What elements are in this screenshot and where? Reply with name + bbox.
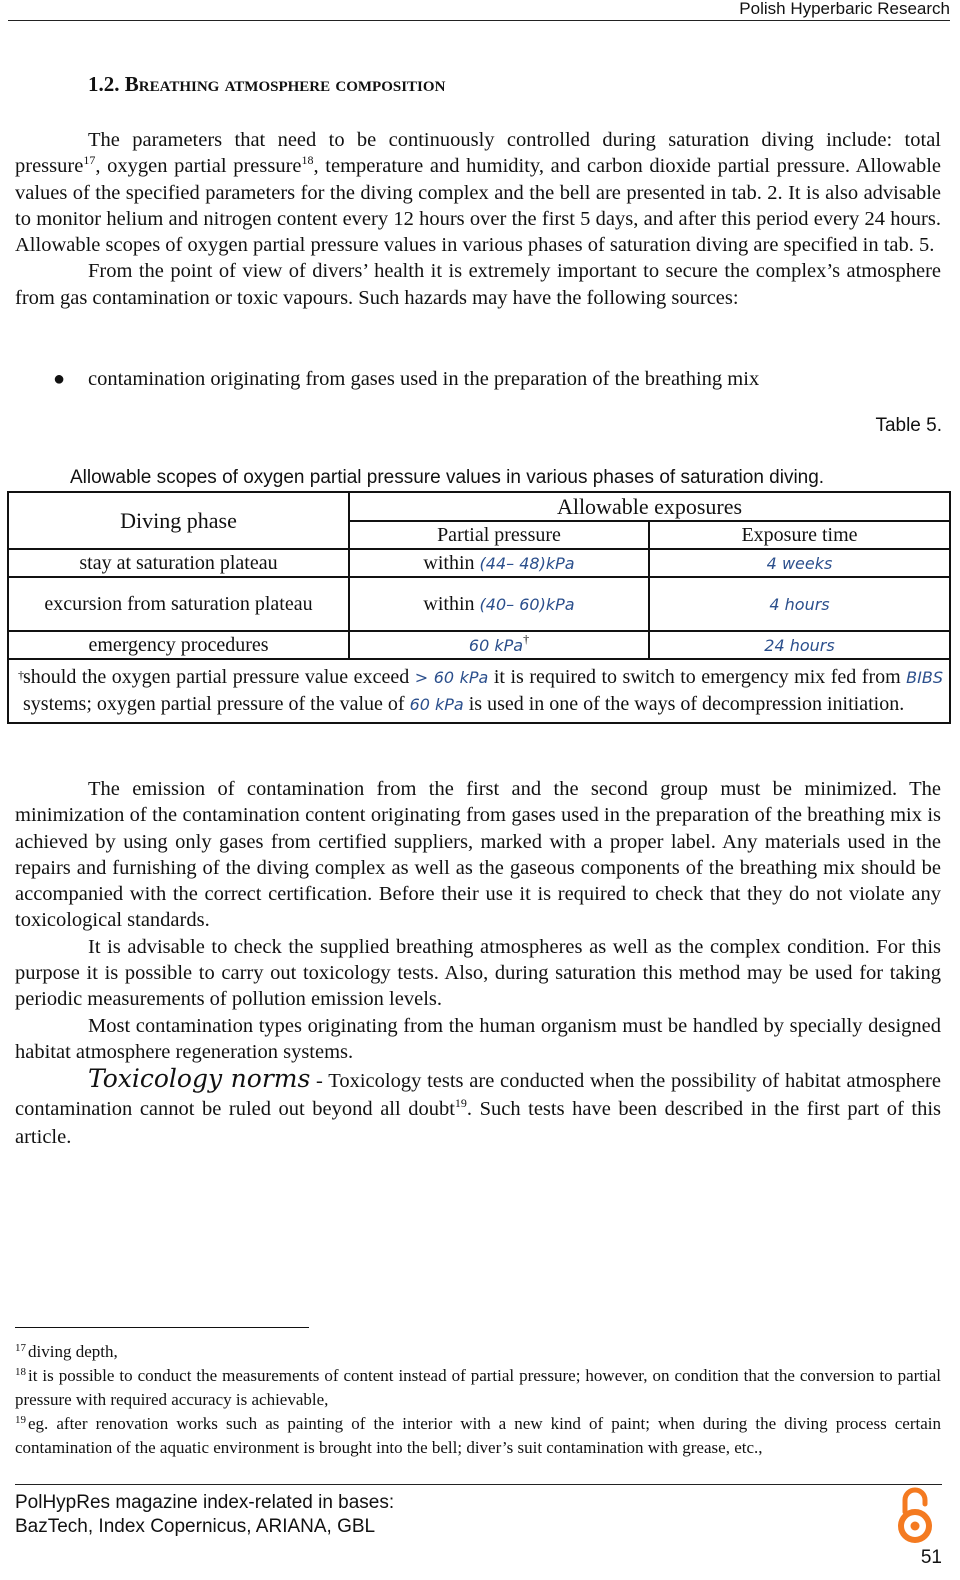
open-access-icon: [893, 1484, 937, 1546]
footer-index-info: [15, 1491, 394, 1539]
header-partial-pressure: Partial pressure: [349, 521, 649, 549]
table-row: [8, 577, 950, 631]
section-number: 1.2.: [88, 72, 120, 96]
footnote-19: $^{19}$ eg. after renovation works such as painting of the interior with a new kind of paint; when during the diving process certain contamination of the aquatic environment is brought into the bell; diver’s suit contamination with grease, etc.,: [15, 1414, 941, 1457]
section-title: [88, 72, 445, 97]
phase-cell: stay at saturation plateau: [8, 549, 349, 577]
intro-text: [15, 127, 941, 311]
footnote-18: $^{18}$ it is possible to conduct the measurements of content instead of partial pressure; however, on condition that the conversion to partial pressure with required accuracy is achievable,: [15, 1366, 941, 1409]
dagger-mark: †: [18, 668, 24, 682]
page-number: 51: [920, 1547, 942, 1568]
term-toxicology-norms: Toxicology norms: [88, 1064, 311, 1094]
pressure-cell: within (44– 48)kPa: [349, 549, 649, 577]
paragraph-6: Toxicology norms - Toxicology tests are conducted when the possibility of habitat atmosphere contamination cannot be ruled out beyond all doubt$^{19}$. Such tests have been described in the first part of this article.: [15, 1064, 941, 1149]
journal-name: Polish Hyperbaric Research: [739, 0, 950, 18]
paragraph-4: It is advisable to check the supplied breathing atmospheres as well as the complex condition. For this purpose it is possible to carry out toxicology tests. Also, during saturation this method may be used for taking periodic measurements of pollution emission levels.: [15, 935, 941, 1011]
bullet-icon: ●: [53, 368, 66, 390]
table-caption: Allowable scopes of oxygen partial pressure values in various phases of saturation diving.: [70, 467, 825, 488]
pressure-cell: within (40– 60)kPa: [349, 577, 649, 631]
running-header: [8, 0, 950, 21]
footer-line-1: PolHypRes magazine index-related in bases:: [15, 1492, 395, 1513]
paragraph-5: Most contamination types originating from the human organism must be handled by specially designed habitat atmosphere regeneration systems.: [15, 1014, 941, 1063]
header-diving-phase: Diving phase: [8, 492, 349, 549]
header-allowable-exposures: Allowable exposures: [349, 492, 950, 521]
table-row: [8, 549, 950, 577]
section-heading: Breathing atmosphere composition: [124, 72, 446, 96]
time-cell: 4 hours: [649, 577, 950, 631]
footnote-separator: [15, 1327, 309, 1328]
footnotes: [15, 1340, 941, 1460]
footer-line-2: BazTech, Index Copernicus, ARIANA, GBL: [15, 1516, 376, 1537]
paragraph-3: The emission of contamination from the first and the second group must be minimized. The minimization of the contamination content originating from gases used in the preparation of the breathing mix is achieved by using only gases from certified suppliers, marked with a proper label. Any materials used in the repairs and furnishing of the diving complex as well as the gaseous components of the breathing mix should be accompanied with the correct certification. Before their use it is required to check that they do not violate any toxicological standards.: [15, 778, 941, 932]
exposure-table: [7, 491, 951, 724]
bullet-item: contamination originating from gases used in the preparation of the breathing mix: [88, 368, 760, 390]
table-number: Table 5.: [875, 415, 942, 436]
time-cell: 4 weeks: [649, 549, 950, 577]
pressure-cell: 60 kPa†: [349, 631, 649, 659]
body-text: [15, 776, 941, 1151]
time-cell: 24 hours: [649, 631, 950, 659]
phase-cell: excursion from saturation plateau: [8, 577, 349, 631]
paragraph-2: From the point of view of divers’ health it is extremely important to secure the complex’s atmosphere from gas contamination or toxic vapours. Such hazards may have the following sources:: [15, 260, 941, 309]
footnote-ref-19[interactable]: 19: [454, 1096, 467, 1111]
footnote-ref-18[interactable]: 18: [301, 153, 314, 168]
footer-divider: [15, 1484, 942, 1485]
phase-cell: emergency procedures: [8, 631, 349, 659]
header-exposure-time: Exposure time: [649, 521, 950, 549]
table-footnote: † should the oxygen partial pressure value exceed > 60 kPa it is required to switch to emergency mix fed from BIBS systems; oxygen partial pressure of the value of 60 kPa is used in one of the ways of decompression initiation.: [8, 659, 950, 723]
table-row: [8, 631, 950, 659]
footnote-ref-17[interactable]: 17: [83, 153, 96, 168]
paragraph-1: The parameters that need to be continuously controlled during saturation diving include: total pressure$^{17}$, oxygen partial pressure$^{18}$, temperature and humidity, and carbon dioxide partial pressure. Allowable values of the specified parameters for the diving complex and the bell are presented in tab. 2. It is also advisable to monitor helium and nitrogen content every 12 hours over the first 5 days, and after this period every 24 hours. Allowable scopes of oxygen partial pressure values in various phases of saturation diving are specified in tab. 5.: [15, 129, 941, 257]
footnote-17: $^{17}$ diving depth,: [15, 1342, 118, 1361]
